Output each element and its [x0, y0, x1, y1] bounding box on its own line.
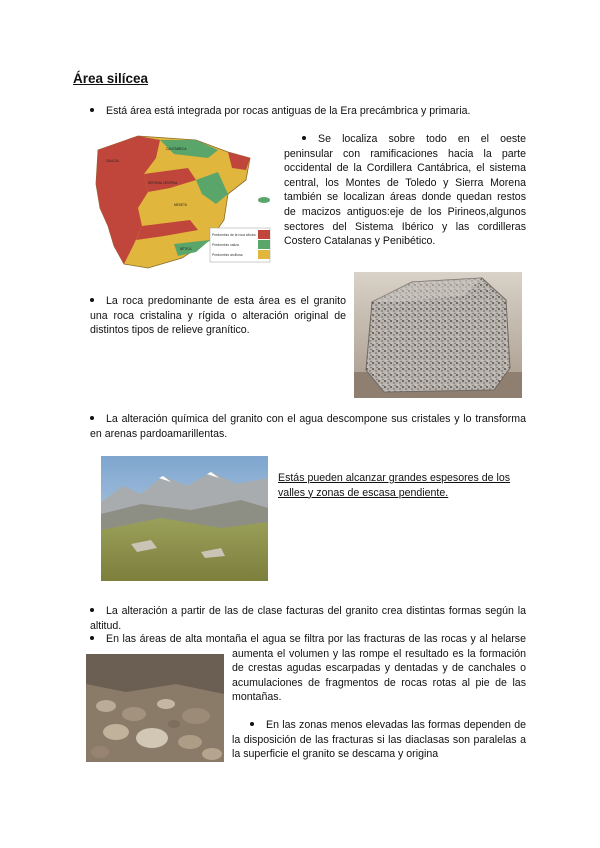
wrap-spacer	[90, 664, 232, 748]
bullet-icon	[250, 722, 254, 726]
granite-rock-photo	[354, 272, 522, 398]
lithology-map-svg	[78, 128, 278, 272]
bullet-icon	[90, 298, 94, 302]
grassy-slope	[101, 518, 268, 581]
legend-swatch-siliceous	[258, 230, 270, 239]
map-balearic-islands	[258, 197, 270, 203]
bullet-icon	[90, 416, 94, 420]
bullet-icon	[302, 136, 306, 140]
bullet-granite-text: La roca predominante de esta área es el granito una roca cristalina y rígida o alteración original de distintos tipos de relieve granítico.	[90, 295, 346, 337]
caption-sands-text: Estás pueden alcanzar grandes espesores de los valles y zonas de escasa pendiente.	[278, 472, 511, 499]
map-label-meseta: MESETA	[174, 203, 187, 207]
bullet-forms-text: La alteración a partir de las de clase facturas del granito crea distintas formas según la altitud.	[90, 605, 526, 632]
bullet-low-zones-text: En las zonas menos elevadas las formas dependen de la disposición de las fracturas si las diaclasas son paralelas a la superficie el granito se descama y origina	[232, 719, 526, 761]
map-label-sistema-central: SISTEMA CENTRAL	[148, 181, 178, 185]
bullet-icon	[90, 636, 94, 640]
bullet-location-text: Se localiza sobre todo en el oeste peninsular con ramificaciones hacia la parte occidental de la Cordillera Cantábrica, el sistema central, los Montes de Toledo y Sierra Morena también se localizan áreas donde quedan restos de macizos antiguos:eje de los Pirineos,algunos sectores del Sistema Ibérico y las cordilleras Costero Catalanas y Penibético.	[284, 133, 526, 248]
bullet-high-mountain-text: En las áreas de alta montaña el agua se filtra por las fracturas de las rocas y al helarse aumenta el volumen y las rompe el resultado es la formación de crestas agudas escarpadas y dentadas y de canchales o acumulaciones de fragmentos de rocas rotas al pie de las montañas.	[106, 633, 526, 704]
bullet-alteration	[90, 412, 526, 441]
legend-label-limestone: Predominio caliza	[212, 243, 239, 247]
lithology-map-image	[78, 128, 278, 272]
caption-sands	[278, 471, 528, 500]
bullet-forms	[90, 604, 526, 633]
legend-label-siliceous: Predominio de la roca silícea	[212, 233, 256, 237]
legend-label-clay: Predominio arcillosa	[212, 253, 243, 257]
bullet-granite	[90, 294, 346, 338]
bullet-location	[284, 132, 526, 249]
mountain-landscape-svg	[101, 456, 268, 581]
bullet-icon	[90, 608, 94, 612]
bullet-icon	[90, 108, 94, 112]
map-label-galicia: GALICIA	[106, 159, 119, 163]
bullet-intro	[90, 104, 530, 119]
mountain-landscape-photo	[101, 456, 268, 581]
legend-swatch-clay	[258, 250, 270, 259]
map-label-cantabrica: CANTÁBRICA	[166, 147, 187, 151]
map-label-betica: BÉTICA	[180, 247, 192, 251]
granite-rock-svg	[354, 272, 522, 398]
bullet-intro-text: Está área está integrada por rocas antiguas de la Era precámbrica y primaria.	[106, 105, 471, 117]
bullet-low-zones	[232, 718, 526, 762]
bullet-alteration-text: La alteración química del granito con el agua descompone sus cristales y lo transforma en arenas pardoamarillentas.	[90, 413, 526, 440]
section-title: Área silícea	[73, 71, 149, 86]
legend-swatch-limestone	[258, 240, 270, 249]
